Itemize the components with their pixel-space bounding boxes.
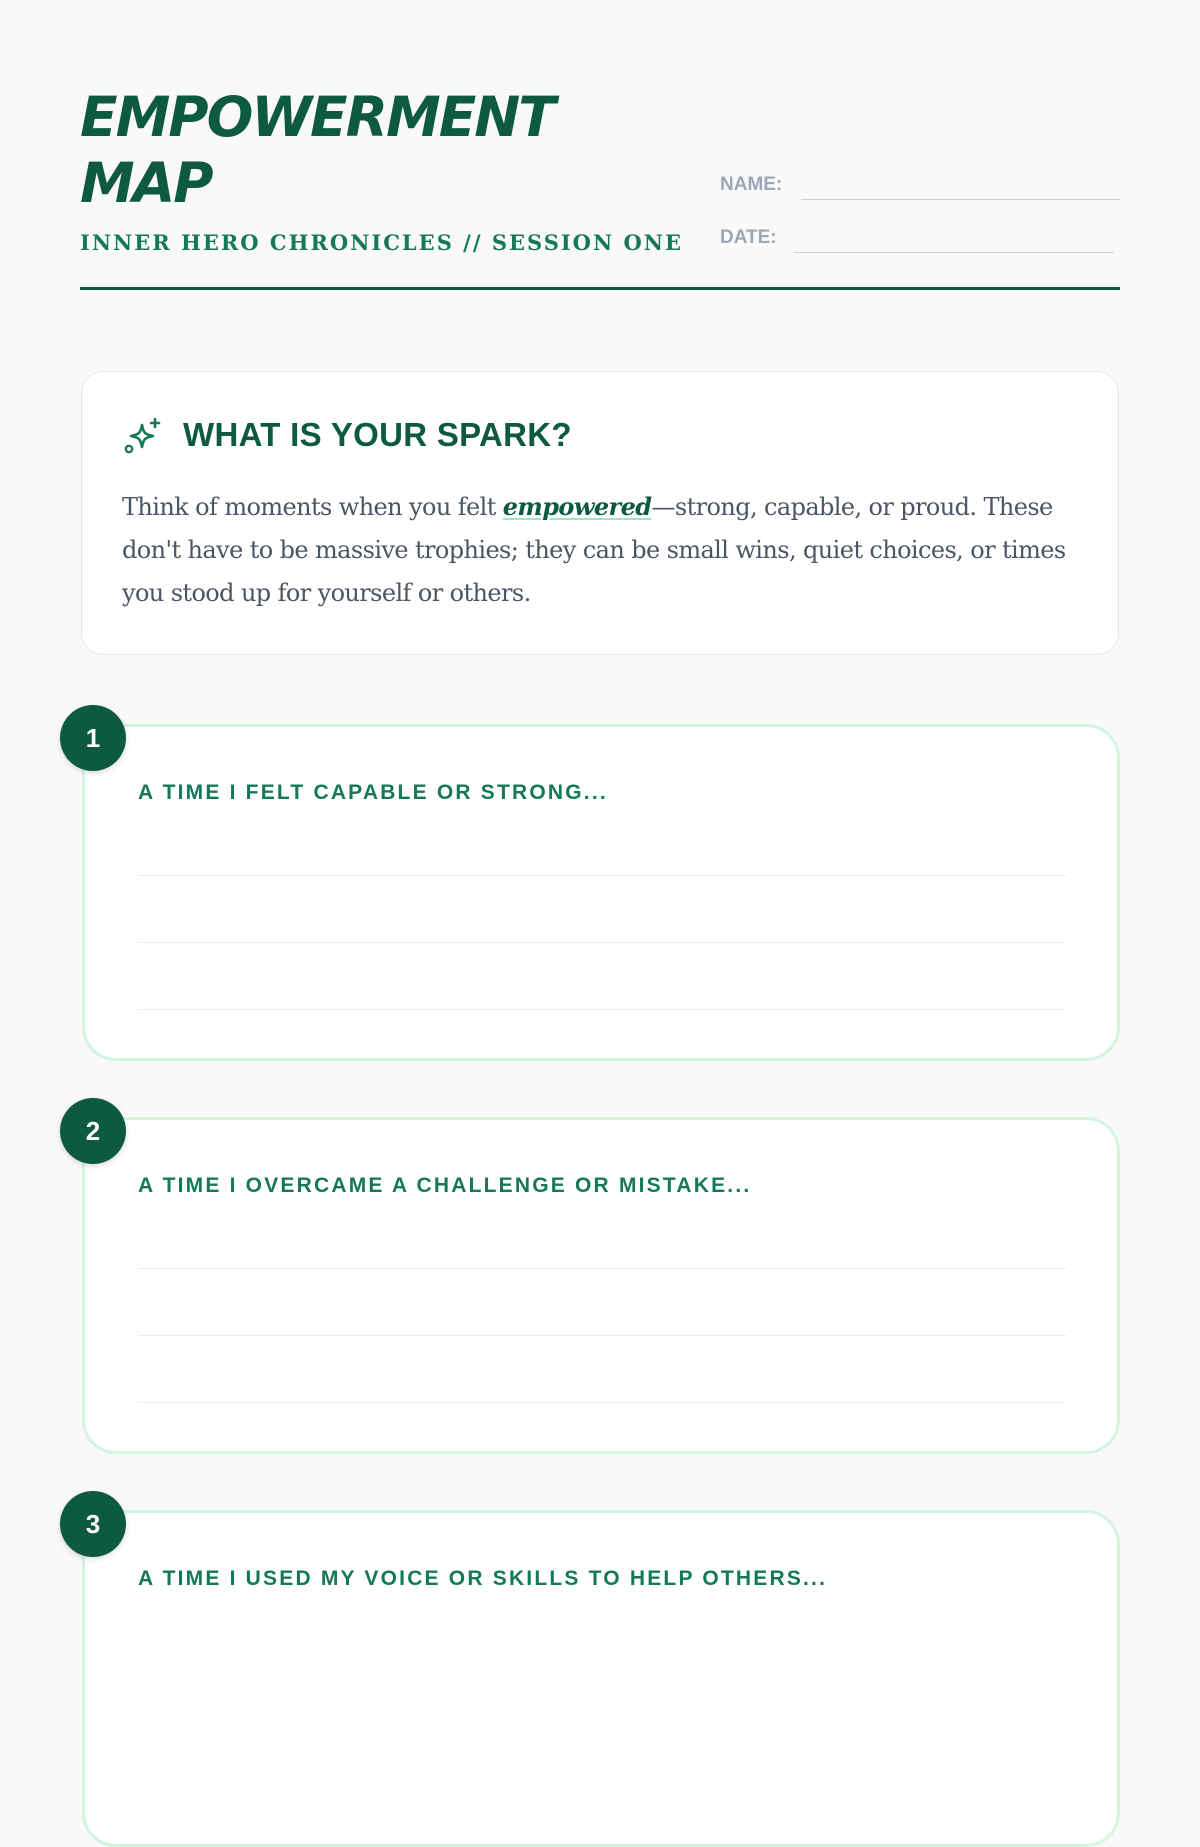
prompt-number-3: 3: [60, 1491, 126, 1557]
prompt-number-1: 1: [60, 705, 126, 771]
title-line-2: MAP: [80, 151, 212, 215]
prompt-title-3: A TIME I USED MY VOICE OR SKILLS TO HELP OTHERS...: [138, 1567, 828, 1590]
spark-text-intro: Think of moments when you felt: [122, 493, 503, 521]
writing-line[interactable]: [138, 875, 1066, 876]
name-input-line[interactable]: [801, 199, 1120, 200]
prompt-title-2: A TIME I OVERCAME A CHALLENGE OR MISTAKE...: [138, 1174, 752, 1197]
writing-line[interactable]: [138, 1402, 1066, 1403]
header-divider: [80, 287, 1120, 290]
writing-line[interactable]: [138, 1335, 1066, 1336]
spark-heading: WHAT IS YOUR SPARK?: [183, 416, 572, 453]
page-subtitle: INNER HERO CHRONICLES // SESSION ONE: [80, 230, 683, 255]
prompt-number-2: 2: [60, 1098, 126, 1164]
date-label: DATE:: [720, 227, 777, 248]
date-field[interactable]: [720, 223, 1120, 253]
prompt-card-2: [82, 1117, 1120, 1454]
writing-line[interactable]: [138, 1268, 1066, 1269]
date-input-line[interactable]: [794, 252, 1114, 253]
prompt-card-1: [82, 724, 1120, 1061]
sparkles-icon: [122, 416, 162, 456]
worksheet-header: [80, 84, 1120, 290]
writing-line[interactable]: [138, 942, 1066, 943]
spark-description: [122, 485, 1092, 615]
writing-line[interactable]: [138, 1009, 1066, 1010]
spark-emphasis: empowered: [502, 492, 652, 521]
name-field[interactable]: [720, 170, 1120, 200]
page-title: [80, 84, 554, 216]
name-label: NAME:: [720, 174, 783, 195]
spark-text-rest: —strong, capable, or proud. These don't have to be massive trophies; they can be small wins, quiet choices, or times you stood up for yourself or others.: [122, 493, 1066, 607]
spark-intro-card: [81, 371, 1119, 655]
title-line-1: EMPOWERMENT: [80, 85, 554, 149]
prompt-card-3: [82, 1510, 1120, 1847]
prompt-title-1: A TIME I FELT CAPABLE OR STRONG...: [138, 781, 608, 804]
